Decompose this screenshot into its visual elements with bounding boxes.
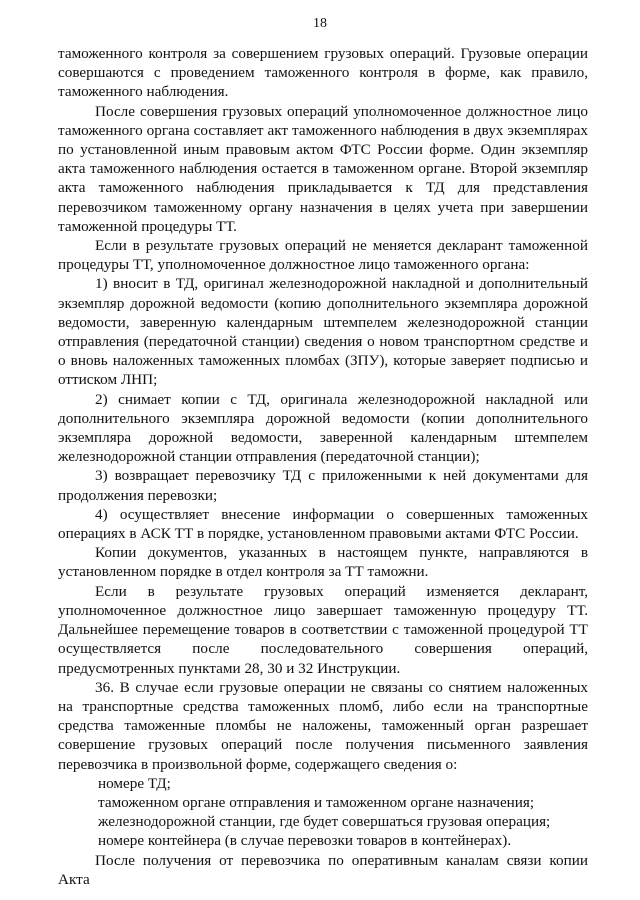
info-item-container-number: номере контейнера (в случае перевозки товаров в контейнерах). (98, 832, 512, 850)
paragraph-last: После получения от перевозчика по оперативным каналам связи копии Акта (58, 851, 588, 888)
list-item-1: 1) вносит в ТД, оригинал железнодорожной накладной и дополнительный экземпляр дорожной ведомости (копию дополнительного экземпляра дорожной ведомости, заверенную календарным штемпелем железнодорожной станции отправления (передаточной станции) сведения о новом транспортном средстве и о вновь наложенных таможенных пломбах (ЗПУ), которые заверяет подписью и оттиском ЛНП; (58, 275, 588, 389)
document-body (58, 44, 588, 889)
page-number: 18 (313, 16, 327, 31)
paragraph-declarant-unchanged: Если в результате грузовых операций не меняется декларант таможенной процедуры ТТ, уполномоченное должностное лицо таможенного органа: (58, 237, 588, 274)
paragraph-declarant-changed: Если в результате грузовых операций изменяется декларант, уполномоченное должностное лицо завершает таможенную процедуру ТТ. Дальнейшее перемещение товаров в соответствии с таможенной процедурой ТТ осуществляется после последовательного совершения операций, предусмотренных пунктами 28, 30 и 32 Инструкции. (58, 582, 588, 677)
paragraph-continuation: таможенного контроля за совершением грузовых операций. Грузовые операции совершаются с проведением таможенного контроля в форме, как правило, таможенного наблюдения. (58, 45, 588, 101)
info-item-customs-offices: таможенном органе отправления и таможенном органе назначения; (98, 793, 535, 811)
info-item-railway-station: железнодорожной станции, где будет совершаться грузовая операция; (98, 813, 551, 831)
list-item-3: 3) возвращает перевозчику ТД с приложенными к ней документами для продолжения перевозки; (58, 467, 588, 504)
info-item-td-number: номере ТД; (98, 774, 171, 792)
list-item-4: 4) осуществляет внесение информации о совершенных таможенных операциях в АСК ТТ в порядке, установленном правовыми актами ФТС России. (58, 505, 588, 543)
paragraph-section-36: 36. В случае если грузовые операции не связаны со снятием наложенных на транспортные средства таможенных пломб, либо если на транспортные средства таможенные пломбы не наложены, таможенный орган разрешает совершение грузовых операций после получения письменного заявления перевозчика в произвольной форме, содержащего сведения о: (58, 678, 588, 773)
paragraph-copies: Копии документов, указанных в настоящем пункте, направляются в установленном порядке в отдел контроля за ТТ таможни. (58, 544, 588, 581)
list-item-2: 2) снимает копии с ТД, оригинала железнодорожной накладной или дополнительного экземпляра дорожной ведомости (копии дополнительного экземпляра дорожной ведомости, заверенной календарным штемпелем железнодорожной станции отправления (передаточной станции); (58, 390, 588, 466)
paragraph-act-of-observation: После совершения грузовых операций уполномоченное должностное лицо таможенного органа составляет акт таможенного наблюдения в двух экземплярах по установленной иным правовым актом ФТС России форме. Один экземпляр акта таможенного наблюдения остается в таможенном органе. Второй экземпляр акта таможенного наблюдения прикладывается к ТД для представления перевозчиком таможенному органу назначения в целях учета при завершении таможенной процедуры ТТ. (58, 102, 588, 235)
